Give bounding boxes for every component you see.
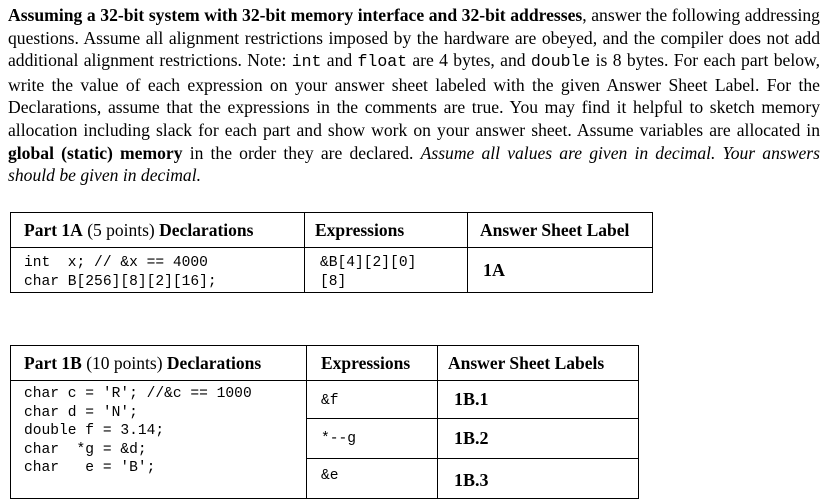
part-1a-row (11, 248, 653, 293)
intro-text-a: , answer the following addressing questions. Assume all alignment restrictions imposed by the hardware are obeyed, and the compiler does not add additional alignment restrictions. Note: (8, 5, 820, 71)
part-1b-expressions-header (307, 346, 438, 381)
part-1a-expressions-header (305, 213, 468, 248)
part-1b-expressions-label: Expressions (321, 352, 411, 373)
part-1b-answer-labels-title: Answer Sheet Labels (448, 352, 605, 373)
part-1a-answer-cell (468, 248, 653, 293)
part-1a-declarations-header (11, 213, 305, 248)
part-1a-title: Part 1A (24, 219, 83, 240)
part-1a-table (10, 212, 653, 293)
part-1a-expressions-label: Expressions (315, 219, 405, 240)
part-1b-title: Part 1B (24, 352, 82, 373)
intro-bold-text: Assuming a 32-bit system with 32-bit memory interface and 32-bit addresses (8, 5, 583, 25)
part-1a-declarations-label: Declarations (159, 219, 254, 240)
part-1b-header-row (11, 346, 639, 381)
part-1b-declarations-label: Declarations (166, 352, 262, 373)
part-1a-answer-header (468, 213, 653, 248)
part-1a-declarations-cell (11, 248, 305, 293)
part-1a-answer-label-title: Answer Sheet Label (480, 219, 630, 240)
part-1b-answer-label-2: 1B.2 (454, 428, 489, 448)
part-1a-declarations-code: int x; // &x == 4000 char B[256][8][2][16]; (24, 255, 217, 290)
keyword-double: double (530, 52, 591, 72)
part-1b-expression-cell (307, 419, 438, 459)
part-1b-declarations-cell (11, 381, 307, 499)
part-1b-answer-label-3: 1B.3 (454, 470, 489, 490)
intro-text-c: is 8 bytes. For each part below, write the value of each expression on your answer sheet labeled with the given Answer Sheet Label. For the Declarations, assume that the expressions in the comments are true. You may find it helpful to sketch memory allocation including slack for each part and show work on your answer sheet. Assume variables are allocated in (8, 50, 820, 140)
part-1b-row (11, 381, 639, 419)
part-1b-answer-cell (438, 381, 639, 419)
keyword-float: float (357, 52, 408, 72)
part-1b-answer-cell (438, 459, 639, 499)
part-1b-expression-2: *--g (321, 431, 357, 447)
intro-bold-global: global (static) memory (8, 142, 183, 163)
part-1b-expression-cell (307, 381, 438, 419)
part-1b-answer-cell (438, 419, 639, 459)
keyword-int: int (291, 52, 322, 72)
intro-text-and: and (321, 50, 358, 71)
part-1a-answer-label: 1A (483, 260, 505, 280)
part-1b-answer-label-1: 1B.1 (454, 389, 489, 409)
part-1b-table (10, 345, 639, 499)
intro-text-d: in the order they are declared. (182, 142, 421, 163)
intro-italic-note: Assume all values are given in decimal. Your answers should be given in decimal. (8, 142, 820, 186)
intro-text-b: are 4 bytes, and (407, 50, 531, 71)
part-1a-points: (5 points) (82, 219, 160, 240)
part-1b-declarations-header (11, 346, 307, 381)
part-1b-expression-3: &e (321, 468, 339, 484)
part-1b-points: (10 points) (81, 352, 167, 373)
part-1b-answer-header (438, 346, 639, 381)
part-1a-header-row (11, 213, 653, 248)
part-1a-expression-cell (305, 248, 468, 293)
instructions-paragraph (8, 4, 820, 187)
part-1b-declarations-code: char c = 'R'; //&c == 1000 char d = 'N'; double f = 3.14; char *g = &d; char e = 'B'; (24, 386, 252, 476)
part-1b-expression-cell (307, 459, 438, 499)
part-1a-expression-code: &B[4][2][0] [8] (320, 255, 417, 290)
part-1b-expression-1: &f (321, 393, 339, 409)
